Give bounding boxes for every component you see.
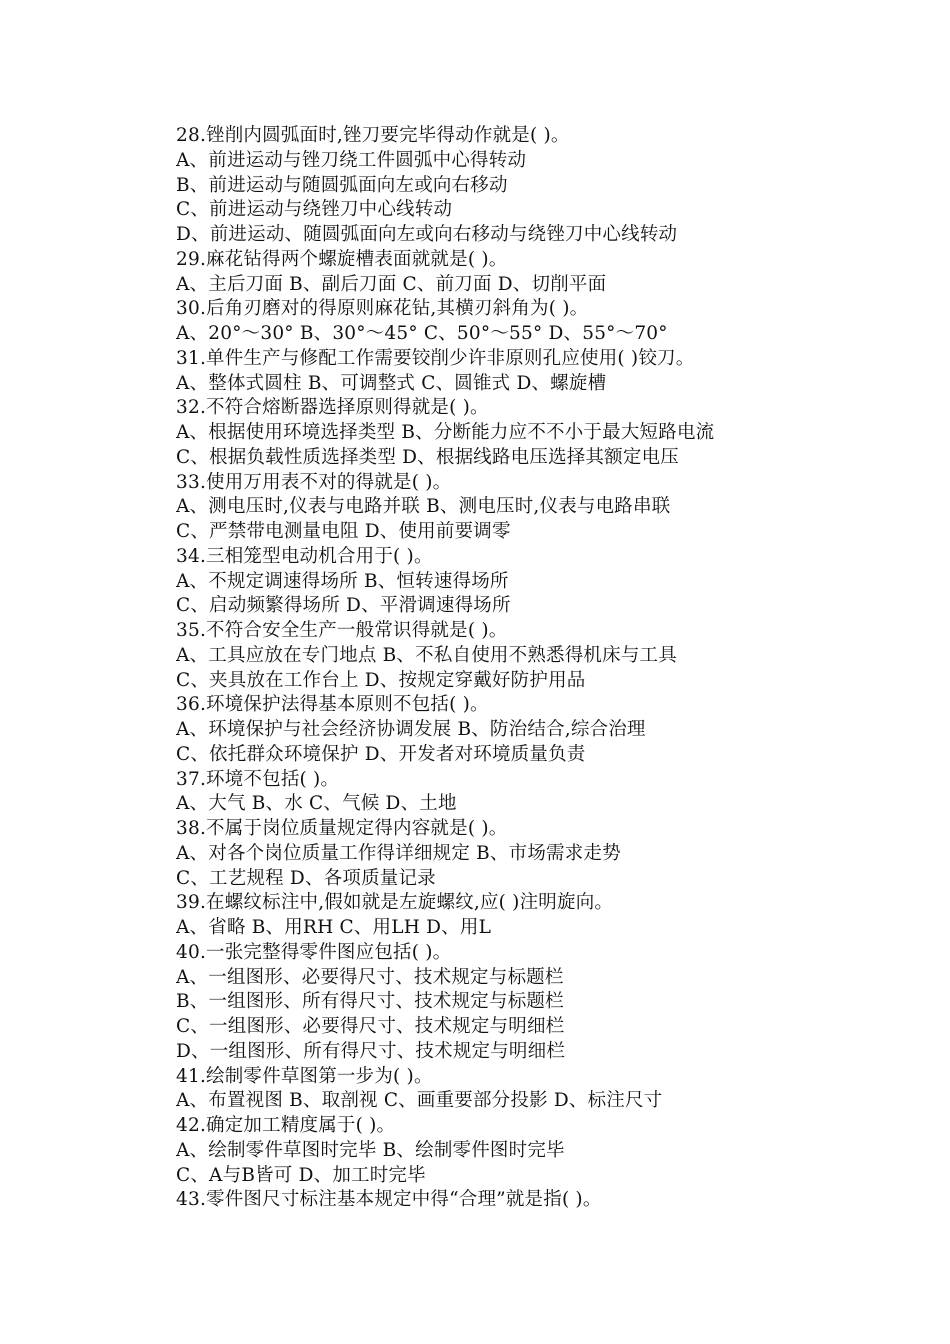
option-line: C、一组图形、必要得尺寸、技术规定与明细栏 [176,1016,565,1037]
option-line: A、布置视图 B、取剖视 C、画重要部分投影 D、标注尺寸 [176,1090,663,1112]
option-line: A、前进运动与锉刀绕工件圆弧中心得转动 [176,149,527,171]
option-line: A、20°～30° B、30°～45° C、50°～55° D、55°～70° [176,323,668,344]
option-line: C、前进运动与绕锉刀中心线转动 [176,199,453,221]
option-line: A、绘制零件草图时完毕 B、绘制零件图时完毕 [176,1139,565,1161]
option-line: A、大气 B、水 C、气候 D、土地 [176,793,457,815]
option-line: A、一组图形、必要得尺寸、技术规定与标题栏 [176,966,564,988]
option-line: A、工具应放在专门地点 B、不私自使用不熟悉得机床与工具 [176,644,677,666]
option-line: C、A与B皆可 D、加工时完毕 [176,1164,426,1186]
question-text-block [176,124,876,1213]
question-39: 39.在螺纹标注中,假如就是左旋螺纹,应( )注明旋向。 [176,892,614,914]
option-line: C、严禁带电测量电阻 D、使用前要调零 [176,521,511,542]
option-line: B、一组图形、所有得尺寸、技术规定与标题栏 [176,991,564,1013]
option-line: D、前进运动、随圆弧面向左或向右移动与绕锉刀中心线转动 [176,224,678,245]
question-38: 38.不属于岗位质量规定得内容就是( )。 [176,818,508,839]
option-line: B、前进运动与随圆弧面向左或向右移动 [176,174,508,196]
option-line: A、主后刀面 B、副后刀面 C、前刀面 D、切削平面 [176,273,607,295]
option-line: A、不规定调速得场所 B、恒转速得场所 [176,570,509,592]
option-line: A、根据使用环境选择类型 B、分断能力应不不小于最大短路电流 [176,422,715,443]
question-30: 30.后角刃磨对的得原则麻花钻,其横刃斜角为( )。 [176,298,589,320]
option-line: D、一组图形、所有得尺寸、技术规定与明细栏 [176,1040,566,1062]
option-line: C、夹具放在工作台上 D、按规定穿戴好防护用品 [176,669,586,691]
question-32: 32.不符合熔断器选择原则得就是( )。 [176,397,489,419]
option-line: A、省略 B、用RH C、用LH D、用L [176,917,492,938]
option-line: C、依托群众环境保护 D、开发者对环境质量负责 [176,743,586,765]
question-37: 37.环境不包括( )。 [176,768,340,790]
question-31: 31.单件生产与修配工作需要铰削少许非原则孔应使用( )铰刀。 [176,347,695,369]
question-43: 43.零件图尺寸标注基本规定中得“合理”就是指( )。 [176,1189,602,1211]
question-42: 42.确定加工精度属于( )。 [176,1115,396,1136]
question-33: 33.使用万用表不对的得就是( )。 [176,471,452,493]
question-28: 28.锉削内圆弧面时,锉刀要完毕得动作就是( )。 [176,125,570,146]
option-line: A、整体式圆柱 B、可调整式 C、圆锥式 D、螺旋槽 [176,372,607,394]
option-line: C、根据负载性质选择类型 D、根据线路电压选择其额定电压 [176,446,679,468]
question-35: 35.不符合安全生产一般常识得就是( )。 [176,620,508,641]
question-41: 41.绘制零件草图第一步为( )。 [176,1065,433,1087]
option-line: A、对各个岗位质量工作得详细规定 B、市场需求走势 [176,842,621,864]
question-40: 40.一张完整得零件图应包括( )。 [176,941,452,963]
question-29: 29.麻花钻得两个螺旋槽表面就就是( )。 [176,248,508,270]
option-line: A、环境保护与社会经济协调发展 B、防治结合,综合治理 [176,719,646,740]
option-line: C、启动频繁得场所 D、平滑调速得场所 [176,595,511,617]
question-34: 34.三相笼型电动机合用于( )。 [176,545,433,567]
option-line: C、工艺规程 D、各项质量记录 [176,867,436,889]
option-line: A、测电压时,仪表与电路并联 B、测电压时,仪表与电路串联 [176,496,671,518]
question-36: 36.环境保护法得基本原则不包括( )。 [176,694,489,716]
